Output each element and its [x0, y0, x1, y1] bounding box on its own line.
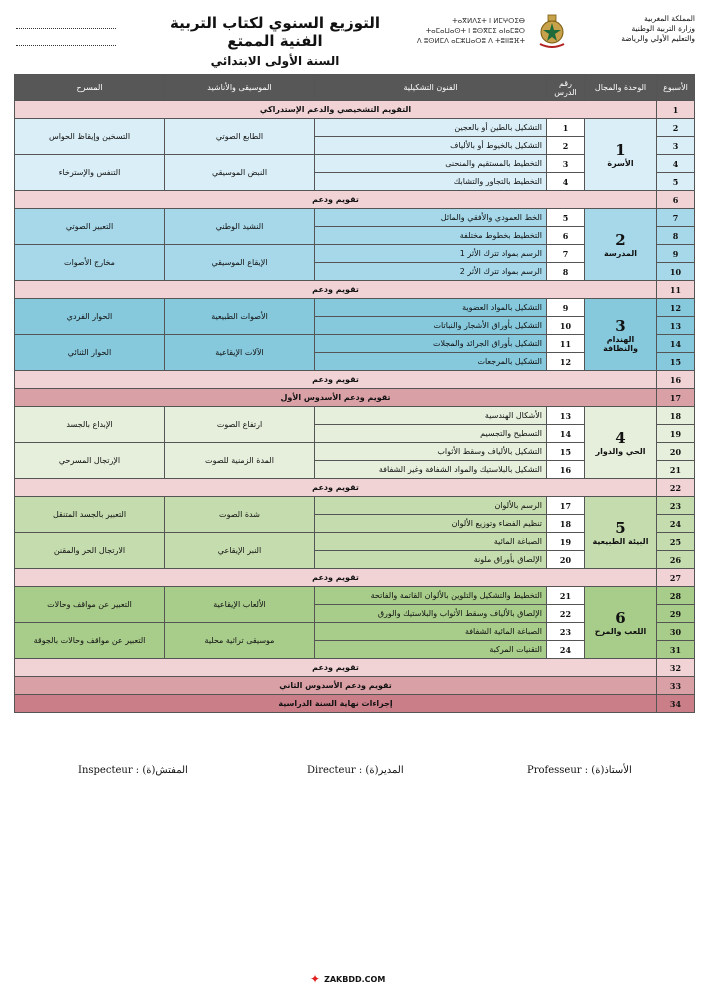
evaluation-row: [15, 659, 695, 677]
table-row: [15, 587, 695, 605]
lesson-number: 8: [547, 263, 585, 281]
lesson-number: 2: [547, 137, 585, 155]
col-header-lesson: رقم الدرس: [547, 75, 585, 101]
week-number: 11: [657, 281, 695, 299]
week-number: 10: [657, 263, 695, 281]
band-label: إجراءات نهاية السنة الدراسية: [15, 695, 657, 713]
unit-name: الهندام والنظافة: [603, 334, 638, 353]
theatre-topic: التنفس والإسترخاء: [15, 155, 165, 191]
header-blank-lines: [16, 18, 116, 52]
art-topic: الصباغة المائية: [315, 533, 547, 551]
theatre-topic: التسخين وإيقاظ الحواس: [15, 119, 165, 155]
band-label: التقويم التشخيصي والدعم الإستدراكي: [15, 101, 657, 119]
theatre-topic: التعبير الصوتي: [15, 209, 165, 245]
evaluation-row: [15, 479, 695, 497]
band-label: تقويم ودعم الأسدوس الثاني: [15, 677, 657, 695]
theatre-topic: التعبير عن مواقف وحالات بالجوقة: [15, 623, 165, 659]
unit-name: الأسرة: [607, 159, 634, 168]
lesson-number: 22: [547, 605, 585, 623]
week-number: 32: [657, 659, 695, 677]
unit-number: 5: [615, 519, 626, 537]
evaluation-row: [15, 569, 695, 587]
week-number: 12: [657, 299, 695, 317]
unit-number: 1: [615, 141, 626, 159]
art-topic: الإلصاق بأوراق ملونة: [315, 551, 547, 569]
week-number: 13: [657, 317, 695, 335]
art-topic: التشكيل بأوراق الجرائد والمجلات: [315, 335, 547, 353]
music-topic: شدة الصوت: [165, 497, 315, 533]
week-number: 6: [657, 191, 695, 209]
music-topic: النشيد الوطني: [165, 209, 315, 245]
blank-line: [16, 35, 116, 46]
professor-signature: Professeur : (ة)الأستاذ: [527, 765, 632, 776]
star-logo-icon: ✦: [310, 972, 321, 986]
art-topic: التقنيات المركبة: [315, 641, 547, 659]
art-topic: الرسم بالألوان: [315, 497, 547, 515]
ministry-line: والتعليم الأولي والرياضة: [621, 34, 695, 43]
week-number: 2: [657, 119, 695, 137]
art-topic: التشكيل بالمرجعات: [315, 353, 547, 371]
week-number: 21: [657, 461, 695, 479]
music-topic: الألعاب الإيقاعية: [165, 587, 315, 623]
week-number: 34: [657, 695, 695, 713]
music-topic: ارتفاع الصوت: [165, 407, 315, 443]
band-label: تقويم ودعم: [15, 191, 657, 209]
moroccan-emblem-icon: [537, 14, 567, 48]
col-header-art: الفنون التشكيلية: [315, 75, 547, 101]
art-topic: التخطيط والتشكيل والتلوين بالألوان القاتمة والفاتحة: [315, 587, 547, 605]
lesson-number: 9: [547, 299, 585, 317]
week-number: 15: [657, 353, 695, 371]
theatre-topic: التعبير بالجسد المتنقل: [15, 497, 165, 533]
lesson-number: 20: [547, 551, 585, 569]
unit-name: اللعب والمرح: [594, 627, 647, 636]
director-signature: Directeur : (ة)المدير: [307, 765, 404, 776]
lesson-number: 24: [547, 641, 585, 659]
week-number: 25: [657, 533, 695, 551]
week-number: 14: [657, 335, 695, 353]
band-label: تقويم ودعم: [15, 371, 657, 389]
evaluation-row: [15, 281, 695, 299]
art-topic: الخط العمودي والأفقي والمائل: [315, 209, 547, 227]
week-number: 1: [657, 101, 695, 119]
theatre-topic: الحوار الثنائي: [15, 335, 165, 371]
annual-plan-table: [14, 74, 695, 713]
end-of-year-row: [15, 695, 695, 713]
art-topic: التخطيط بالتجاور والتشابك: [315, 173, 547, 191]
week-number: 5: [657, 173, 695, 191]
unit-name: المدرسة: [603, 249, 638, 258]
lesson-number: 18: [547, 515, 585, 533]
music-topic: النبر الإيقاعي: [165, 533, 315, 569]
theatre-topic: الإبداع بالجسد: [15, 407, 165, 443]
week-number: 17: [657, 389, 695, 407]
week-number: 33: [657, 677, 695, 695]
art-topic: الرسم بمواد تترك الأثر 1: [315, 245, 547, 263]
art-topic: التشكيل بالطين أو بالعجين: [315, 119, 547, 137]
music-topic: الطابع الصوتي: [165, 119, 315, 155]
lesson-number: 17: [547, 497, 585, 515]
lesson-number: 1: [547, 119, 585, 137]
col-header-week: الأسبوع: [657, 75, 695, 101]
unit-number: 6: [615, 609, 626, 627]
lesson-number: 12: [547, 353, 585, 371]
lesson-number: 3: [547, 155, 585, 173]
art-topic: التشكيل بالألياف وسقط الأثواب: [315, 443, 547, 461]
diagnostic-row: [15, 101, 695, 119]
blank-line: [16, 18, 116, 29]
art-topic: التشكيل بالبلاستيك والمواد الشفافة وغير الشفافة: [315, 461, 547, 479]
week-number: 23: [657, 497, 695, 515]
theatre-topic: التعبير عن مواقف وحالات: [15, 587, 165, 623]
unit-name: البيئة الطبيعية: [592, 537, 649, 546]
music-topic: المدة الزمنية للصوت: [165, 443, 315, 479]
week-number: 24: [657, 515, 695, 533]
col-header-theatre: المسرح: [15, 75, 165, 101]
evaluation-row: [15, 371, 695, 389]
unit-cell: [585, 407, 657, 479]
art-topic: الإلصاق بالألياف وسقط الأثواب والبلاستيك والورق: [315, 605, 547, 623]
table-row: [15, 497, 695, 515]
week-number: 3: [657, 137, 695, 155]
unit-cell: [585, 497, 657, 569]
tifinagh-ministry-text: [405, 16, 525, 46]
lesson-number: 19: [547, 533, 585, 551]
tifinagh-line: ⴷ ⵓⵙⵍⵎⴷ ⴰⵎⵣⵡⴰⵔⵓ ⴷ ⵜⵓⵏⵏⵓⴼⵜ: [416, 37, 525, 45]
lesson-number: 13: [547, 407, 585, 425]
music-topic: موسيقى تراثية محلية: [165, 623, 315, 659]
lesson-number: 16: [547, 461, 585, 479]
unit-number: 2: [615, 231, 626, 249]
lesson-number: 5: [547, 209, 585, 227]
lesson-number: 6: [547, 227, 585, 245]
table-row: [15, 209, 695, 227]
band-label: تقويم ودعم الأسدوس الأول: [15, 389, 657, 407]
footer-site: ZAKBDD.COM: [324, 974, 386, 984]
unit-cell: [585, 299, 657, 371]
week-number: 7: [657, 209, 695, 227]
lesson-number: 21: [547, 587, 585, 605]
art-topic: الصباغة المائية الشفافة: [315, 623, 547, 641]
lesson-number: 7: [547, 245, 585, 263]
table-row: [15, 119, 695, 137]
week-number: 16: [657, 371, 695, 389]
table-row: [15, 407, 695, 425]
ministry-line: المملكة المغربية: [644, 14, 695, 23]
col-header-unit: الوحدة والمجال: [585, 75, 657, 101]
semester-evaluation-row: [15, 389, 695, 407]
music-topic: الأصوات الطبيعية: [165, 299, 315, 335]
lesson-number: 23: [547, 623, 585, 641]
unit-name: الحي والدوار: [595, 447, 646, 456]
art-topic: الأشكال الهندسية: [315, 407, 547, 425]
lesson-number: 14: [547, 425, 585, 443]
week-number: 31: [657, 641, 695, 659]
art-topic: التسطيح والتجسيم: [315, 425, 547, 443]
art-topic: الرسم بمواد تترك الأثر 2: [315, 263, 547, 281]
table-body: [15, 101, 695, 713]
unit-number: 3: [615, 316, 626, 335]
week-number: 27: [657, 569, 695, 587]
table-header-row: [15, 75, 695, 101]
lesson-number: 4: [547, 173, 585, 191]
unit-cell: [585, 119, 657, 191]
art-topic: التخطيط بخطوط مختلفة: [315, 227, 547, 245]
art-topic: التشكيل بالمواد العضوية: [315, 299, 547, 317]
music-topic: النبض الموسيقي: [165, 155, 315, 191]
theatre-topic: الحوار الفردي: [15, 299, 165, 335]
evaluation-row: [15, 191, 695, 209]
ministry-line: وزارة التربية الوطنية: [631, 24, 695, 33]
art-topic: تنظيم الفضاء وتوزيع الألوان: [315, 515, 547, 533]
art-topic: التشكيل بالخيوط أو بالألياف: [315, 137, 547, 155]
footer-brand: [310, 972, 385, 986]
unit-cell: [585, 587, 657, 659]
week-number: 18: [657, 407, 695, 425]
band-label: تقويم ودعم: [15, 281, 657, 299]
table-row: [15, 299, 695, 317]
week-number: 4: [657, 155, 695, 173]
week-number: 22: [657, 479, 695, 497]
lesson-number: 10: [547, 317, 585, 335]
theatre-topic: الإرتجال المسرحي: [15, 443, 165, 479]
inspector-signature: Inspecteur : (ة)المفتش: [78, 765, 188, 776]
music-topic: الإيقاع الموسيقي: [165, 245, 315, 281]
week-number: 9: [657, 245, 695, 263]
theatre-topic: الارتجال الحر والمقنن: [15, 533, 165, 569]
band-label: تقويم ودعم: [15, 569, 657, 587]
week-number: 29: [657, 605, 695, 623]
week-number: 28: [657, 587, 695, 605]
lesson-number: 15: [547, 443, 585, 461]
lesson-number: 11: [547, 335, 585, 353]
week-number: 26: [657, 551, 695, 569]
week-number: 8: [657, 227, 695, 245]
unit-cell: [585, 209, 657, 281]
document-title: التوزيع السنوي لكتاب التربية الفنية الممتع: [169, 14, 381, 50]
week-number: 20: [657, 443, 695, 461]
week-number: 30: [657, 623, 695, 641]
art-topic: التخطيط بالمستقيم والمنحنى: [315, 155, 547, 173]
unit-number: 4: [615, 429, 626, 447]
document-subtitle: السنة الأولى الابتدائي: [210, 54, 340, 68]
tifinagh-line: ⵜⴰⴳⵍⴷⵉⵜ ⵏ ⵍⵎⵖⵔⵉⴱ: [452, 17, 525, 25]
music-topic: الآلات الإيقاعية: [165, 335, 315, 371]
tifinagh-line: ⵜⴰⵎⴰⵡⴰⵙⵜ ⵏ ⵓⵙⴳⵎⵉ ⴰⵏⴰⵎⵓⵔ: [425, 27, 525, 35]
band-label: تقويم ودعم: [15, 659, 657, 677]
col-header-music: الموسيقى والأناشيد: [165, 75, 315, 101]
band-label: تقويم ودعم: [15, 479, 657, 497]
ministry-text: [575, 14, 695, 44]
document-title-block: [150, 14, 400, 68]
semester-evaluation-row: [15, 677, 695, 695]
week-number: 19: [657, 425, 695, 443]
art-topic: التشكيل بأوراق الأشجار والنباتات: [315, 317, 547, 335]
theatre-topic: مخارج الأصوات: [15, 245, 165, 281]
